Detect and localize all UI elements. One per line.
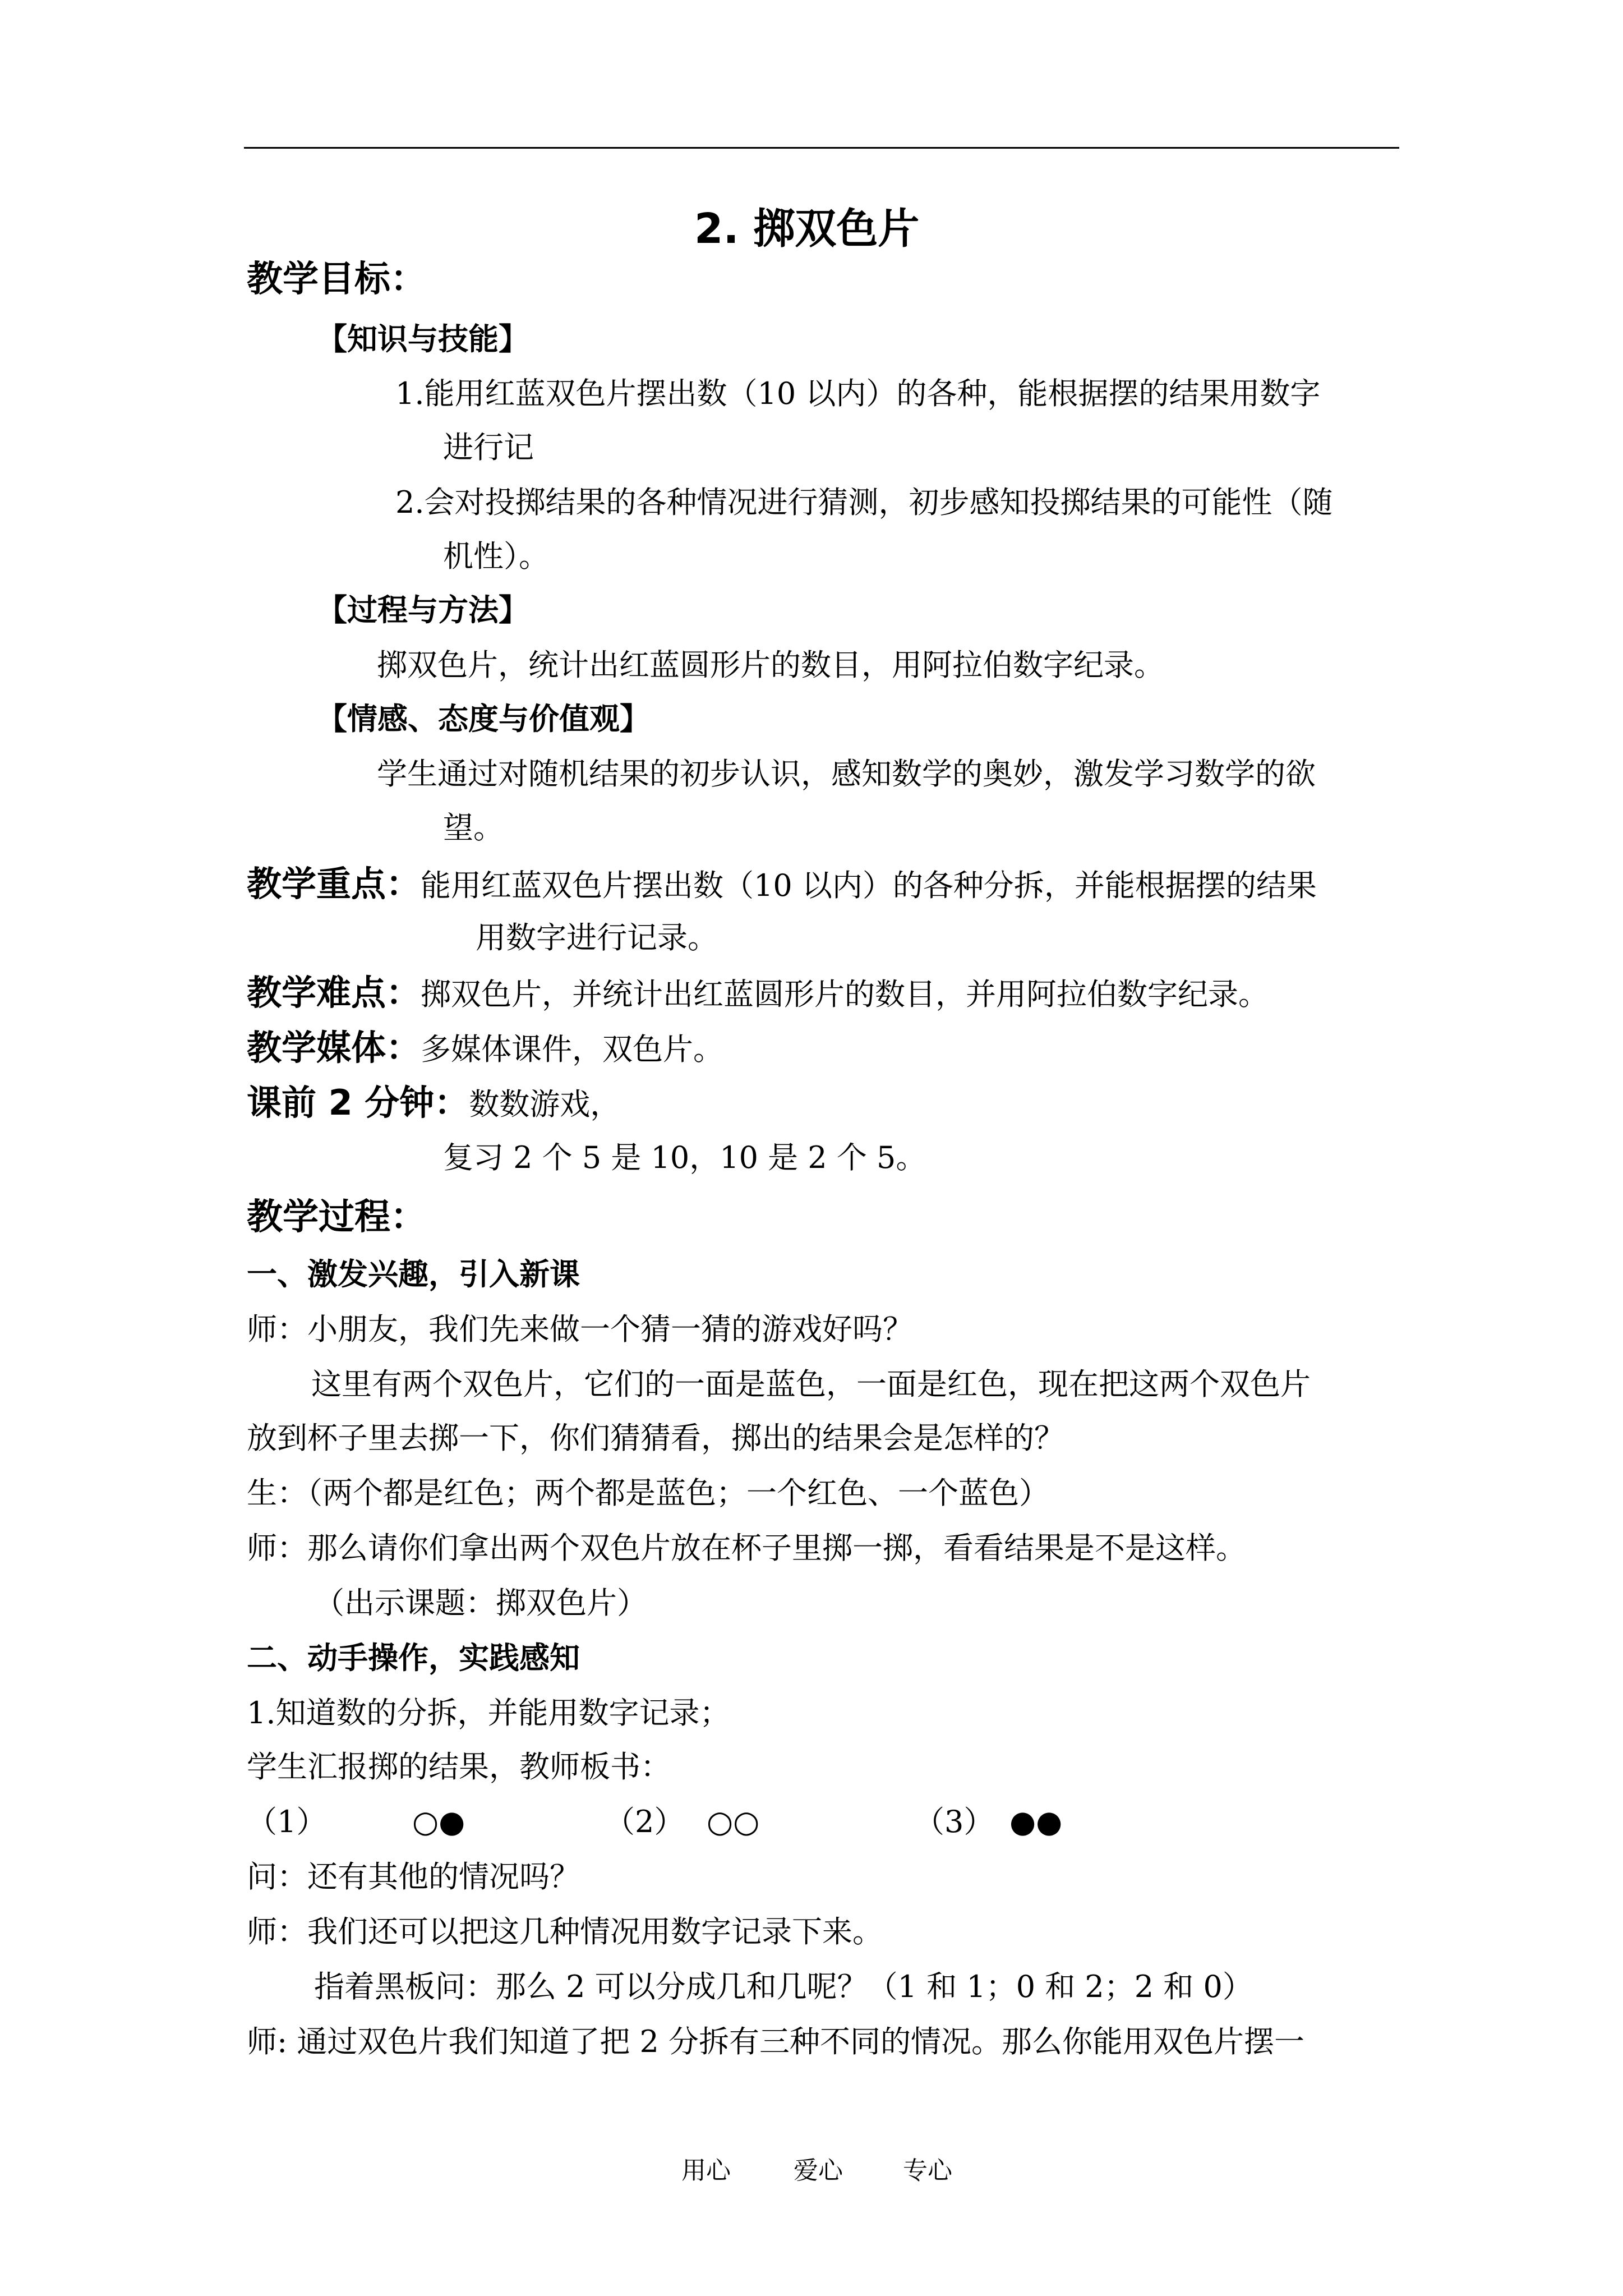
footer-a: 用心 — [681, 2156, 731, 2185]
key-points-label: 教学重点： — [247, 863, 421, 904]
key-points — [247, 862, 1317, 908]
case-3-label: （3） — [914, 1804, 994, 1839]
warmup-cont: 复习 2 个 5 是 10，10 是 2 个 5。 — [443, 1140, 926, 1175]
page-title: 2. 掷双色片 — [694, 205, 920, 253]
warmup — [247, 1080, 620, 1127]
dialog-line-3: 放到杯子里去掷一下，你们猜猜看，掷出的结果会是怎样的？ — [247, 1420, 1064, 1456]
difficult-points — [247, 970, 1269, 1017]
footer-b: 爱心 — [794, 2156, 843, 2185]
difficult-text: 掷双色片，并统计出红蓝圆形片的数目，并用阿拉伯数字纪录。 — [421, 977, 1269, 1012]
dialog-line-9: 问：还有其他的情况吗？ — [247, 1859, 580, 1894]
case-1-chips: ○● — [412, 1804, 465, 1839]
dialog-line-4: 生：（两个都是红色；两个都是蓝色；一个红色、一个蓝色） — [247, 1475, 1049, 1511]
process-method-heading: 【过程与方法】 — [317, 592, 529, 628]
media-text: 多媒体课件，双色片。 — [421, 1032, 724, 1067]
case-1-label: （1） — [247, 1804, 327, 1839]
footer-c: 专心 — [903, 2156, 952, 2185]
case-3-chips: ●● — [1009, 1804, 1063, 1839]
warmup-text: 数数游戏， — [469, 1087, 621, 1122]
objectives-heading: 教学目标： — [247, 259, 426, 300]
section-2-heading: 二、动手操作，实践感知 — [247, 1640, 580, 1676]
difficult-label: 教学难点： — [247, 972, 421, 1013]
key-points-text: 能用红蓝双色片摆出数（10 以内）的各种分拆，并能根据摆的结果 — [421, 868, 1317, 903]
emotion-heading: 【情感、态度与价值观】 — [317, 701, 650, 737]
dialog-line-8: 学生汇报掷的结果，教师板书： — [247, 1749, 671, 1784]
emotion-text: 学生通过对随机结果的初步认识，感知数学的奥妙，激发学习数学的欲 — [377, 756, 1316, 792]
media-label: 教学媒体： — [247, 1027, 421, 1068]
dialog-line-1: 师：小朋友，我们先来做一个猜一猜的游戏好吗？ — [247, 1312, 913, 1347]
case-2-label: （2） — [605, 1804, 685, 1839]
knowledge-item-2: 2.会对投掷结果的各种情况进行猜测，初步感知投掷结果的可能性（随 — [395, 485, 1333, 520]
header-rule — [244, 147, 1399, 149]
knowledge-item-1-cont: 进行记 — [443, 430, 534, 465]
dialog-line-7: 1.知道数的分拆，并能用数字记录； — [247, 1695, 730, 1731]
case-2-chips: ○○ — [707, 1804, 760, 1839]
warmup-label: 课前 2 分钟： — [247, 1082, 469, 1123]
section-1-heading: 一、激发兴趣，引入新课 — [247, 1257, 580, 1292]
teaching-media — [247, 1025, 723, 1072]
emotion-text-cont: 望。 — [443, 810, 504, 845]
key-points-cont: 用数字进行记录。 — [476, 920, 718, 955]
dialog-line-6: （出示课题：掷双色片） — [314, 1585, 647, 1621]
knowledge-item-2-cont: 机性）。 — [443, 539, 549, 574]
dialog-line-12: 师: 通过双色片我们知道了把 2 分拆有三种不同的情况。那么你能用双色片摆一 — [247, 2024, 1305, 2059]
knowledge-heading: 【知识与技能】 — [317, 321, 529, 357]
knowledge-item-1: 1.能用红蓝双色片摆出数（10 以内）的各种，能根据摆的结果用数字 — [395, 376, 1321, 411]
dialog-line-5: 师：那么请你们拿出两个双色片放在杯子里掷一掷，看看结果是不是这样。 — [247, 1530, 1246, 1566]
process-heading: 教学过程： — [247, 1197, 426, 1238]
dialog-line-2: 这里有两个双色片，它们的一面是蓝色，一面是红色，现在把这两个双色片 — [311, 1366, 1311, 1402]
process-method-text: 掷双色片，统计出红蓝圆形片的数目，用阿拉伯数字纪录。 — [377, 647, 1164, 683]
dialog-line-11: 指着黑板问：那么 2 可以分成几和几呢？（1 和 1；0 和 2；2 和 0） — [314, 1969, 1253, 2004]
dialog-line-10: 师：我们还可以把这几种情况用数字记录下来。 — [247, 1914, 883, 1949]
